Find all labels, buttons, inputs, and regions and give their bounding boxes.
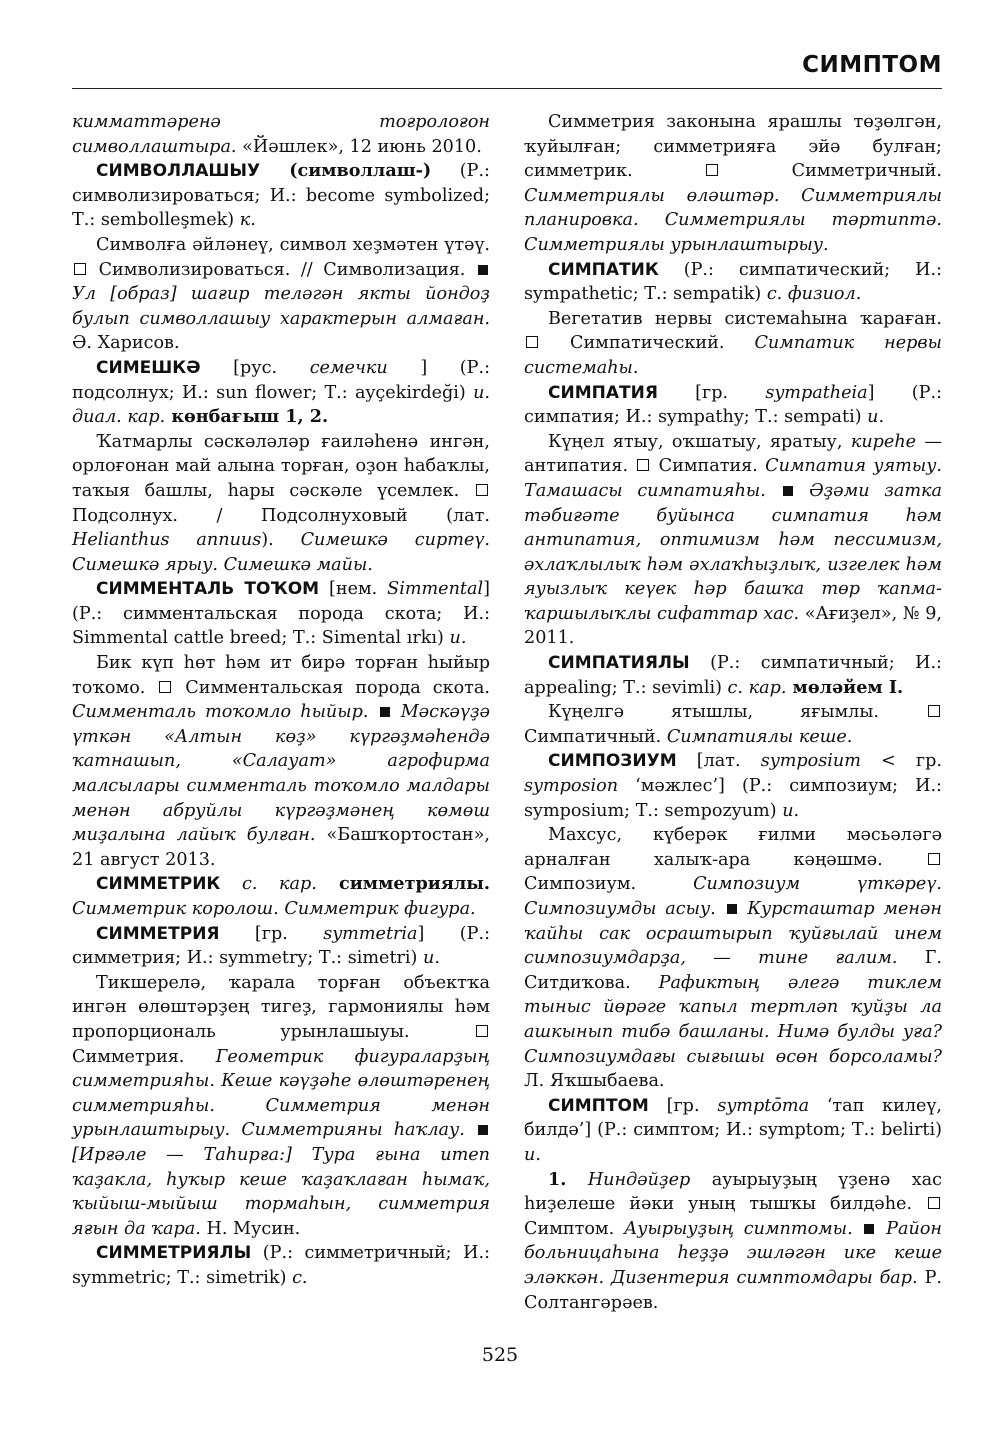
headword: СИМПТОМ	[548, 1095, 649, 1116]
definition: Тикшерелә, ҡарала торған объектҡа ингән өлөштәрҙең тигеҙ, гармониялы һәм пропорциональ урынлашыуы. Симметрия. Геометрик фигураларҙың симметрияһы. Кеше кәүҙәһе өлөштәренең симметрияһы. Симметрия менән урынлаштырыу. Симметрияны һаҡлау. [Ирғәле — Таһирға:] Тура ғына итеп ҡаҙакла, һуҡыр кеше ҡаҙаҡлаған һымаҡ, ҡыйыш-мыйыш тормаһын, симметрия яғын да ҡара. Н. Мусин.	[72, 972, 490, 1239]
running-head: СИМПТОМ	[802, 52, 942, 78]
headword: СИММЕТРИЯ	[96, 923, 220, 944]
quote-marker-icon	[783, 486, 793, 496]
entry-simmental-tokom: СИММЕНТАЛЬ ТОҠОМ [нем. Simmental] (Р.: симментальская порода скота; И.: Simmental cattle breed; Т.: Simental ırkı) и.	[72, 579, 490, 649]
entry-simpatik: СИМПАТИК (Р.: симпатический; И.: sympathetic; Т.: sempatik) с. физиол.	[524, 259, 942, 305]
definition: Күңелгә ятышлы, яғымлы. Симпатичный. Симпатиялы кеше.	[524, 700, 942, 749]
definition: Символға әйләнеү, символ хеҙмәтен үтәү. Символизироваться. // Символизация. Ул [образ] шағир теләгән якты йондоҙ булып символлашыу характерын алмаған. Ә. Харисов.	[72, 234, 490, 354]
headword: СИМПОЗИУМ	[548, 751, 677, 772]
headword: СИМПАТИЯЛЫ	[548, 653, 690, 674]
translation-marker-icon	[476, 484, 488, 496]
entry-simpatiyaly: СИМПАТИЯЛЫ (Р.: симпатичный; И.: appealing; Т.: sevimli) с. кар. мөләйем I.	[524, 653, 942, 698]
quote-marker-icon	[380, 707, 390, 717]
right-column	[524, 110, 942, 1315]
definition: Вегетатив нервы системаһына ҡараған. Симпатический. Симпатик нервы системаһы.	[524, 308, 942, 378]
entry-continuation: кимматтәренә тоғролоғон символлаштыра. «Йәшлек», 12 июнь 2010.	[72, 112, 490, 157]
entry-simptom: СИМПТОМ [гр. symptōma ‘тап килеү, билдә’] (Р.: симптом; И.: symptom; Т.: belirti) и.	[524, 1095, 942, 1165]
entry-simvollashyu: СИМВОЛЛАШЫУ (символлаш-) (Р.: символизироваться; И.: become symbolized; Т.: sembolleşmek) к.	[72, 160, 490, 231]
entry-simmetrik: СИММЕТРИК с. кар. симметриялы. Симметрик королош. Симметрик фигура.	[72, 873, 490, 919]
translation-marker-icon	[476, 1025, 488, 1037]
translation-marker-icon	[706, 164, 718, 176]
headword: СИМЕШКӘ	[96, 357, 201, 378]
quote-marker-icon	[727, 904, 737, 914]
definition: Күңел ятыу, оҡшатыу, яратыу, киреһе — антипатия. Симпатия. Симпатия уятыу. Тамашасы симпатияһы. Әҙәми затка тәбиғәте буйынса симпатия һәм антипатия, оптимизм һәм пессимизм, әхлаҡлылыҡ һәм әхлаҡһыҙлыҡ, изгелек һәм яуызлыҡ кеүек һәр башҡа төр ҡапма-ҡаршылыҡлы сифаттар хас. «Ағиҙел», № 9, 2011.	[524, 431, 943, 649]
translation-marker-icon	[74, 263, 86, 275]
translation-marker-icon	[928, 853, 940, 865]
translation-marker-icon	[928, 705, 940, 717]
quote-marker-icon	[478, 265, 488, 275]
entry-simmetriya: СИММЕТРИЯ [гр. symmetria] (Р.: симметрия; И.: symmetry; Т.: simetri) и.	[72, 923, 490, 969]
translation-marker-icon	[159, 681, 171, 693]
definition: 1. Ниндәйҙер ауырыуҙың үҙенә хас һиҙелеше йәки уның тышҡы билдәһе. Симптом. Ауырыуҙың симптомы. Район больницаһына һеҙҙә эшләгән ике кеше эләккән. Дизентерия симптомдары бар. Р. Солтангәрәев.	[524, 1168, 942, 1313]
headword: СИММЕТРИК	[96, 874, 221, 895]
headword: СИМВОЛЛАШЫУ	[96, 161, 261, 182]
sense-number: 1.	[548, 1168, 567, 1190]
entry-simpatiya: СИМПАТИЯ [гр. sympatheia] (Р.: симпатия; И.: sympathy; Т.: sempati) и.	[524, 382, 942, 428]
translation-marker-icon	[928, 1197, 940, 1209]
definition: Ҡатмарлы сәскәләләр ғаиләһенә ингән, орлоғонан май алына торған, оҙон һабаҡлы, таҡыя башлы, һары сәскәле үсемлек. Подсолнух. / Подсолнуховый (лат. Helianthus annuus). Симешкә сиртеү. Симешкә ярыу. Симешкә майы.	[72, 431, 490, 575]
left-column	[72, 110, 490, 1291]
entry-simeshke: СИМЕШКӘ [рус. семечки ] (Р.: подсолнух; И.: sun flower; Т.: ayçekirdeği) и. диал. кар. көнбағыш 1, 2.	[72, 357, 490, 428]
quote-marker-icon	[864, 1224, 874, 1234]
header-rule	[72, 88, 942, 89]
headword: СИММЕТРИЯЛЫ	[96, 1243, 252, 1264]
translation-marker-icon	[637, 459, 649, 471]
translation-marker-icon	[526, 336, 538, 348]
headword: СИМПАТИЯ	[548, 382, 658, 403]
quote-marker-icon	[478, 1125, 488, 1135]
definition: Махсус, күберәк ғилми мәсьәләгә арналған халыҡ-ара кәңәшмә. Симпозиум. Симпозиум үткәреү. Симпозиумды асыу. Курсташтар менән ҡайһы сак осраштырып ҡуйғылай инем симпозиумдарҙа, — тине ғалим. Г. Ситдиҡова. Рафиктың әлегә тиклем тыныс йөрәге ҡапыл тертләп ҡуйҙы ла ашкынып тибә башланы. Нимә булды уға? Симпозиумдағы сығышы өсөн борсоламы? Л. Яҡшыбаева.	[524, 825, 943, 1092]
definition: Симметрия законына ярашлы төҙөлгән, ҡуйылған; симметрияға эйә булған; симметрик. Симметричный. Симметриялы өләштәр. Симметриялы планировка. Симметриялы тәртиптә. Симметриялы урынлаштырыу.	[524, 112, 943, 255]
page-number: 525	[481, 1344, 519, 1366]
entry-simpozium: СИМПОЗИУМ [лат. symposium < гр. symposion ‘мәжлес’] (Р.: симпозиум; И.: symposium; Т.: sempozyum) и.	[524, 751, 942, 821]
definition: Бик күп һөт һәм ит бирә торған һыйыр тоҡомо. Симментальская порода скота. Симменталь тоҡомло һыйыр. Мәскәүҙә үткән «Алтын көҙ» күргәҙмәһендә ҡатнашып, «Салауат» агрофирма малсылары симменталь тоҡомло малдары менән абруйлы күргәҙмәнең көмөш миҙалына лайыҡ булған. «Башҡортостан», 21 август 2013.	[72, 653, 490, 870]
headword: СИМПАТИК	[548, 259, 659, 280]
headword: СИММЕНТАЛЬ ТОҠОМ	[96, 579, 320, 600]
entry-simmetriyaly: СИММЕТРИЯЛЫ (Р.: симметричный; И.: symmetric; Т.: simetrik) с.	[72, 1243, 490, 1288]
